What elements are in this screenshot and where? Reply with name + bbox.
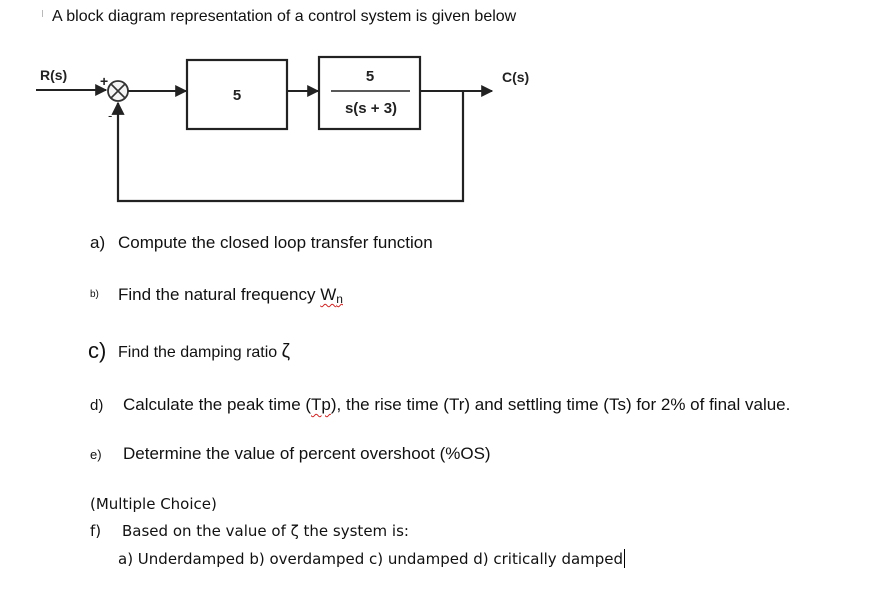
summing-junction	[108, 81, 128, 101]
question-e-marker: e)	[90, 447, 102, 462]
question-c	[88, 338, 290, 364]
natural-frequency-letter: W	[320, 285, 337, 304]
question-d-text-end: ), the rise time (Tr) and settling time (Ts) for 2% of final value.	[330, 395, 791, 414]
question-f-text: Based on the value of ζ the system is:	[122, 522, 409, 540]
damping-ratio-symbol: ζ	[281, 341, 291, 362]
question-a-marker: a)	[90, 233, 106, 252]
gain-block-value: 5	[232, 87, 242, 104]
block-diagram	[0, 0, 870, 215]
answer-options[interactable]	[118, 549, 625, 568]
question-e-text: Determine the value of percent overshoot (%OS)	[123, 444, 491, 463]
question-a	[90, 233, 433, 253]
question-a-text: Compute the closed loop transfer function	[118, 233, 433, 252]
question-f-marker: f)	[90, 522, 102, 540]
question-c-text: Find the damping ratio	[118, 344, 282, 361]
output-label: C(s)	[502, 69, 530, 85]
sum-plus-sign: +	[100, 73, 109, 89]
natural-frequency-subscript: n	[336, 292, 343, 306]
question-b-marker: b)	[90, 289, 99, 300]
plant-denominator: s(s + 3)	[344, 100, 398, 117]
question-e	[90, 444, 491, 464]
sum-minus-sign: -	[108, 108, 113, 123]
plant-numerator: 5	[365, 68, 375, 85]
natural-frequency-symbol	[320, 285, 343, 304]
question-d-marker: d)	[90, 397, 104, 414]
question-d-text-start: Calculate the peak time (	[123, 395, 312, 414]
question-b-text: Find the natural frequency	[118, 285, 321, 304]
question-f	[90, 522, 409, 540]
text-cursor	[624, 549, 625, 568]
question-b	[90, 285, 343, 306]
question-d	[90, 395, 790, 415]
input-label: R(s)	[40, 67, 68, 83]
peak-time-symbol: Tp	[311, 395, 331, 414]
question-c-marker: c)	[88, 338, 107, 363]
multiple-choice-heading: (Multiple Choice)	[90, 495, 217, 513]
answer-options-text[interactable]: a) Underdamped b) overdamped c) undamped d) critically damped	[118, 550, 624, 568]
problem-statement: A block diagram representation of a control system is given below	[52, 8, 517, 25]
